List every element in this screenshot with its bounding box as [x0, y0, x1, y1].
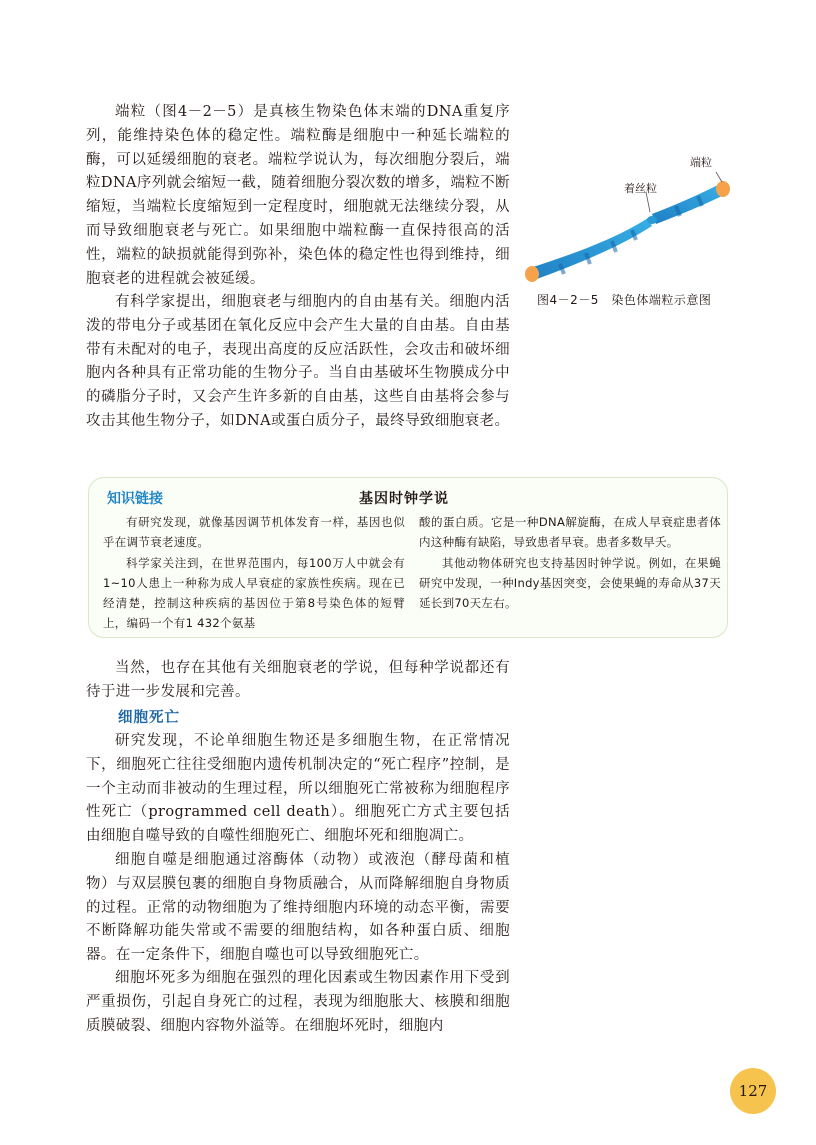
- paragraph-telomere: 端粒（图4－2－5）是真核生物染色体末端的DNA重复序列，能维持染色体的稳定性。端粒酶是细胞中一种延长端粒的酶，可以延缓细胞的衰老。端粒学说认为，每次细胞分裂后，端粒DNA序列就会缩短一截，随着细胞分裂次数的增多，端粒不断缩短，当端粒长度缩短到一定程度时，细胞就无法继续分裂，从而导致细胞衰老与死亡。如果细胞中端粒酶一直保持很高的活性，端粒的缺损就能得到弥补，染色体的稳定性也得到维持，细胞衰老的进程就会被延缓。: [86, 104, 510, 287]
- knowledge-paragraph: 其他动物体研究也支持基因时钟学说。例如，在果蝇研究中发现，一种Indy基因突变，会使果蝇的寿命从37天延长到70天左右。: [419, 555, 721, 611]
- paragraph-necrosis: 细胞坏死多为细胞在强烈的理化因素或生物因素作用下受到严重损伤，引起自身死亡的过程，表现为细胞胀大、核膜和细胞质膜破裂、细胞内容物外溢等。在细胞坏死时，细胞内: [86, 970, 510, 1034]
- section-heading-cell-death: 细胞死亡: [118, 710, 180, 726]
- knowledge-link-title: 基因时钟学说: [359, 491, 449, 507]
- paragraph-cell-death: 研究发现，不论单细胞生物还是多细胞生物，在正常情况下，细胞死亡往往受细胞内遗传机制决定的“死亡程序”控制，是一个主动而非被动的生理过程，所以细胞死亡常被称为细胞程序性死亡（programmed cell death）。细胞死亡方式主要包括由细胞自噬导致的自噬性细胞死亡、细胞坏死和细胞凋亡。: [86, 733, 510, 845]
- page-number-badge: 127: [730, 1068, 776, 1114]
- centromere-label: 着丝粒: [624, 182, 657, 195]
- figure-caption: 图4－2－5 染色体端粒示意图: [537, 293, 712, 307]
- knowledge-link-box: [88, 477, 728, 638]
- knowledge-paragraph: 酸的蛋白质。它是一种DNA解旋酶，在成人早衰症患者体内这种酶有缺陷，导致患者早衰。患者多数早夭。: [419, 515, 721, 550]
- paragraph-free-radical: 有科学家提出，细胞衰老与细胞内的自由基有关。细胞内活泼的带电分子或基团在氧化反应中会产生大量的自由基。自由基带有未配对的电子，表现出高度的反应活跃性，会攻击和破坏细胞内各种具有正常功能的生物分子。当自由基破坏生物膜成分中的磷脂分子时，又会产生许多新的自由基，这些自由基将会参与攻击其他生物分子，如DNA或蛋白质分子，最终导致细胞衰老。: [86, 294, 510, 429]
- paragraph-autophagy: 细胞自噬是细胞通过溶酶体（动物）或液泡（酵母菌和植物）与双层膜包裹的细胞自身物质融合，从而降解细胞自身物质的过程。正常的动物细胞为了维持细胞内环境的动态平衡，需要不断降解功能失常或不需要的细胞结构，如各种蛋白质、细胞器。在一定条件下，细胞自噬也可以导致细胞死亡。: [86, 852, 510, 964]
- knowledge-left-column: [103, 512, 405, 634]
- knowledge-link-tag: 知识链接: [107, 491, 163, 507]
- knowledge-paragraph: 有研究发现，就像基因调节机体发育一样，基因也似乎在调节衰老速度。: [103, 515, 405, 550]
- paragraph-other-theories: 当然，也存在其他有关细胞衰老的学说，但每种学说都还有待于进一步发展和完善。: [86, 660, 510, 700]
- telomere-label: 端粒: [690, 156, 712, 169]
- knowledge-right-column: [419, 512, 721, 613]
- knowledge-paragraph: 科学家关注到，在世界范围内，每100万人中就会有1~10人患上一种称为成人早衰症的家族性疾病。现在已经清楚，控制这种疾病的基因位于第8号染色体的短臂上，编码一个有1 432个氨基: [103, 555, 405, 631]
